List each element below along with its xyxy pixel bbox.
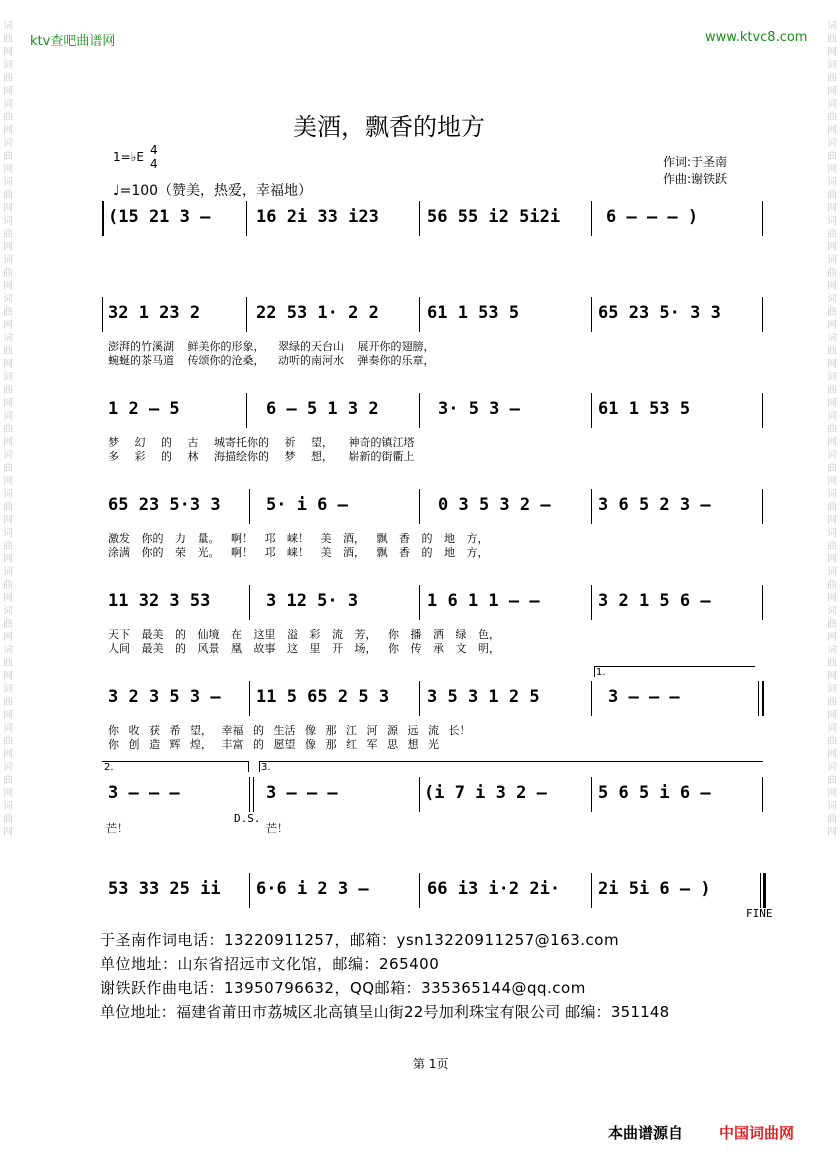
measure: 3 – – –: [608, 687, 680, 707]
composer: 作曲:谢铁跃: [663, 172, 728, 186]
volta-label: 2.: [104, 762, 114, 773]
lyric-line: 你 创 造 辉 煌， 丰富 的 愿望 像 那 红 军 思 想 光: [108, 738, 439, 751]
measure: 61 1 53 5: [598, 399, 691, 419]
measure: 3 2 3 5 3 –: [108, 687, 221, 707]
measure: (15 21 3 –: [108, 207, 211, 227]
song-title: 美酒，飘香的地方: [293, 113, 485, 141]
left-watermark: 词 曲 网 词 曲 网 词 曲 网 词 曲 网 词 曲 网 词 曲 网 词 曲 网 词 曲 网 词 曲 网 词 曲 网 词 曲 网 词 曲 网 词 曲 网 词 曲 网 词 曲 网 词 曲 网 词 曲 网 词 曲 网 词 曲 网 词 曲 网 词 曲 网: [3, 21, 13, 838]
fine-mark: FINE: [746, 907, 773, 920]
measure: 0 3 5 3 2 –: [438, 495, 551, 515]
right-watermark: 词 曲 网 词 曲 网 词 曲 网 词 曲 网 词 曲 网 词 曲 网 词 曲 网 词 曲 网 词 曲 网 词 曲 网 词 曲 网 词 曲 网 词 曲 网 词 曲 网 词 曲 网 词 曲 网 词 曲 网 词 曲 网 词 曲 网 词 曲 网 词 曲 网: [827, 21, 837, 838]
measure: 53 33 25 ii: [108, 879, 221, 899]
measure: 66 i3 i·2 2i·: [427, 879, 561, 899]
lyric-line: 天下 最美 的 仙境 在 这里 溢 彩 流 芳， 你 播 洒 绿 色，: [108, 628, 500, 641]
tempo-marking: ♩=100（赞美，热爱，幸福地）: [113, 183, 313, 199]
volta-bracket: [594, 666, 755, 677]
measure: 3 – – –: [108, 783, 180, 803]
measure: 11 32 3 53: [108, 591, 211, 611]
measure: 1 2 – 5: [108, 399, 180, 419]
measure: 5 6 5 i 6 –: [598, 783, 711, 803]
measure: 65 23 5· 3 3: [598, 303, 721, 323]
measure: 65 23 5·3 3: [108, 495, 221, 515]
measure: 3 2 1 5 6 –: [598, 591, 711, 611]
contact-line: 单位地址：山东省招远市文化馆，邮编：265400: [100, 955, 440, 973]
volta-bracket: [259, 761, 763, 772]
lyric-line: 芒！: [266, 822, 288, 835]
left-site-link[interactable]: ktv查吧曲谱网: [30, 34, 116, 49]
measure: 3 12 5· 3: [266, 591, 359, 611]
measure: 3 6 5 2 3 –: [598, 495, 711, 515]
lyric-line: 多 彩 的 林 海描绘你的 梦 想， 崭新的街衢上: [108, 450, 415, 463]
contact-line: 于圣南作词电话：13220911257，邮箱：ysn13220911257@163.com: [100, 931, 620, 949]
measure: 5· i 6 –: [266, 495, 348, 515]
measure: 3 5 3 1 2 5: [427, 687, 540, 707]
contact-line: 谢铁跃作曲电话：13950796632，QQ邮箱：335365144@qq.com: [100, 979, 586, 997]
volta-bracket: [102, 761, 249, 772]
measure: 6 – 5 1 3 2: [266, 399, 379, 419]
lyric-line: 芒！: [106, 822, 128, 835]
key-signature: 1=♭E: [113, 150, 144, 164]
page-number: 第 1页: [413, 1057, 449, 1071]
measure: 6 – – – ): [606, 207, 699, 227]
lyric-line: 人间 最美 的 风景 凰 故事 这 里 开 场， 你 传 承 文 明，: [108, 642, 500, 655]
time-signature: 4 4: [150, 143, 158, 171]
lyric-line: 你 收 获 希 望， 幸福 的 生活 像 那 江 河 源 远 流 长！: [108, 724, 471, 737]
measure: 61 1 53 5: [427, 303, 520, 323]
lyricist: 作词:于圣南: [663, 155, 728, 169]
lyric-line: 梦 幻 的 古 城寄托你的 祈 望， 神奇的镇江塔: [108, 436, 415, 449]
measure: 32 1 23 2: [108, 303, 201, 323]
contact-line: 单位地址：福建省莆田市荔城区北高镇呈山街22号加利珠宝有限公司 邮编：351148: [100, 1003, 670, 1021]
volta-label: 1.: [596, 667, 606, 678]
footer-site-link[interactable]: 中国词曲网: [719, 1124, 795, 1142]
measure: (i 7 i 3 2 –: [424, 783, 547, 803]
measure: 6·6 i 2 3 –: [256, 879, 369, 899]
footer-source-label: 本曲谱源自: [608, 1124, 684, 1142]
measure: 56 55 i2 5i2i: [427, 207, 561, 227]
lyric-line: 澎湃的竹溪湖 鲜美你的形象， 翠绿的天台山 展开你的翅膀，: [108, 340, 435, 353]
measure: 3 – – –: [266, 783, 338, 803]
lyric-line: 蜿蜒的茶马道 传颂你的沧桑， 动听的南河水 弹奏你的乐章，: [108, 354, 435, 367]
measure: 1 6 1 1 – –: [427, 591, 540, 611]
dal-segno-mark: D.S.: [234, 812, 261, 825]
measure: 22 53 1· 2 2: [256, 303, 379, 323]
lyric-line: 激发 你的 力 量。 啊！ 邛 崃！ 美 酒， 飘 香 的 地 方，: [108, 532, 489, 545]
right-site-link[interactable]: www.ktvc8.com: [705, 30, 808, 45]
measure: 16 2i 33 i23: [256, 207, 379, 227]
lyric-line: 涂满 你的 荣 光。 啊！ 邛 崃！ 美 酒， 飘 香 的 地 方，: [108, 546, 489, 559]
measure: 3· 5 3 –: [438, 399, 520, 419]
volta-label: 3.: [261, 762, 271, 773]
measure: 2i 5i 6 – ): [598, 879, 711, 899]
measure: 11 5 65 2 5 3: [256, 687, 390, 707]
